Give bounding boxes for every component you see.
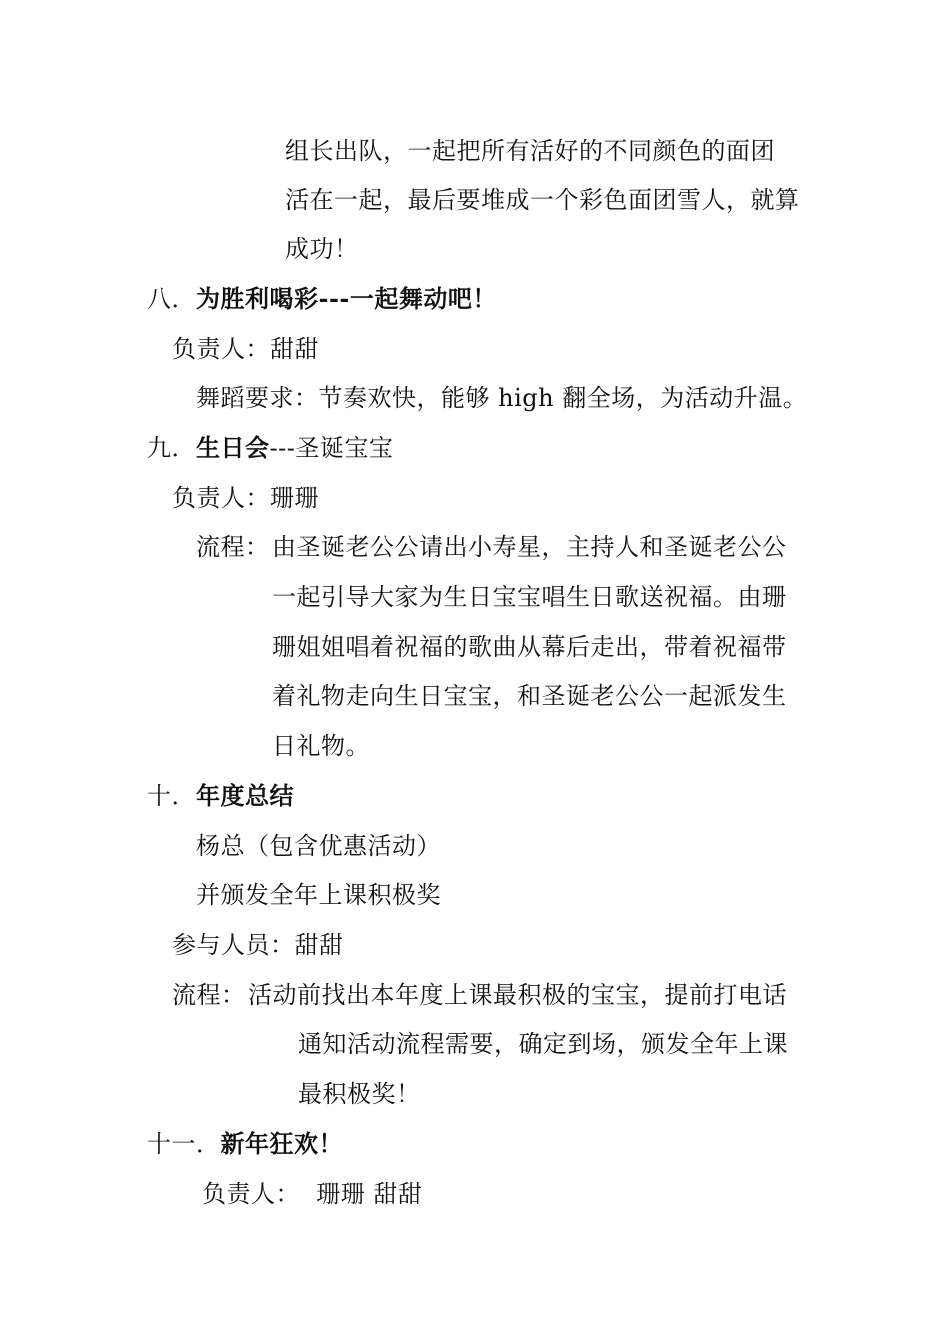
section-11-heading (147, 1129, 343, 1159)
section-10-process-line-3: 最积极奖！ (298, 1080, 421, 1108)
section-10-process-line-2: 通知活动流程需要，确定到场，颁发全年上课 (298, 1030, 788, 1058)
section-9-title-rest: ---圣诞宝宝 (269, 434, 394, 462)
section-11-title: 新年狂欢！ (220, 1129, 343, 1158)
section-10-line-1: 杨总（包含优惠活动） (196, 832, 441, 860)
section-10-participants: 参与人员：甜甜 (172, 931, 344, 959)
continuation-line-3: 成功！ (285, 235, 359, 263)
section-9-process-line-1: 由圣诞老公公请出小寿星，主持人和圣诞老公公 (272, 533, 787, 561)
section-8-heading (147, 284, 497, 314)
section-10-title: 年度总结 (196, 781, 294, 810)
section-9-heading (147, 433, 393, 463)
section-8-title: 为胜利喝彩---一起舞动吧！ (196, 284, 497, 313)
section-11-person: 负责人： 珊珊 甜甜 (202, 1180, 423, 1208)
section-10-process-label: 流程： (172, 981, 246, 1009)
section-11-number: 十一． (147, 1130, 221, 1158)
continuation-line-2: 活在一起，最后要堆成一个彩色面团雪人，就算 (285, 186, 800, 214)
section-9-process-line-2: 一起引导大家为生日宝宝唱生日歌送祝福。由珊 (272, 583, 787, 611)
section-10-process-line-1: 活动前找出本年度上课最积极的宝宝，提前打电话 (248, 981, 787, 1009)
section-8-person: 负责人：甜甜 (172, 335, 319, 363)
section-9-process-label: 流程： (196, 533, 270, 561)
section-8-dance-requirement: 舞蹈要求：节奏欢快，能够 high 翻全场，为活动升温。 (196, 384, 808, 412)
section-9-number: 九． (147, 434, 196, 462)
section-10-number: 十． (147, 782, 196, 810)
section-10-line-2: 并颁发全年上课积极奖 (196, 881, 441, 909)
section-9-person: 负责人：珊珊 (172, 484, 319, 512)
section-9-process-line-5: 日礼物。 (272, 732, 370, 760)
section-9-process-line-4: 着礼物走向生日宝宝，和圣诞老公公一起派发生 (272, 682, 787, 710)
section-9-title-bold: 生日会 (196, 433, 270, 462)
section-9-process-line-3: 珊姐姐唱着祝福的歌曲从幕后走出，带着祝福带 (272, 633, 787, 661)
section-8-number: 八． (147, 285, 196, 313)
section-10-heading (147, 781, 294, 811)
continuation-line-1: 组长出队，一起把所有活好的不同颜色的面团 (285, 137, 775, 165)
